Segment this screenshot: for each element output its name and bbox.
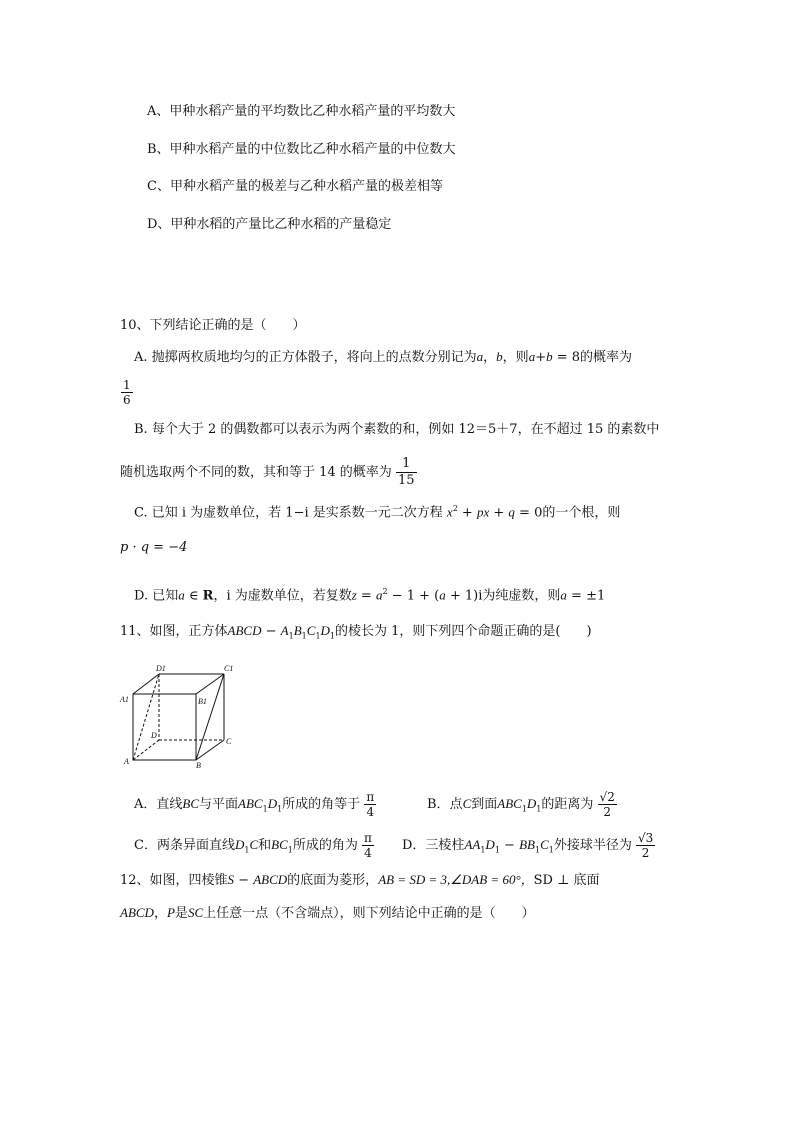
q11-d-1: D．三棱柱 (402, 838, 465, 853)
q12-1c: AB = SD = 3,∠DAB = 60°， (378, 872, 534, 887)
q11-b-frac-den: 2 (603, 805, 611, 819)
q10-d-tail: 为纯虚数，则 (482, 588, 561, 604)
q11-b-frac-num: √2 (599, 790, 615, 804)
q11-c-frac-num: π (364, 831, 372, 845)
q11-a-3: 所成的角等于 (282, 797, 361, 812)
q11-d-2: 外接球半径为 (553, 838, 632, 853)
q11-a-2: 与平面 (199, 797, 239, 812)
q10-a-frac-den: 6 (123, 393, 131, 407)
q10-option-d: D. 已知a ∈ R，i 为虚数单位，若复数$z = a^2 - 1 + (a + 1)i$为纯虚数，则a = ±1 (134, 587, 606, 604)
q11-stem-b: 的棱长为 1，则下列四个命题正确的是( ) (335, 624, 592, 639)
q11-c-1: C．两条异面直线 (134, 838, 235, 853)
q11-c-frac-den: 4 (364, 846, 372, 860)
label-c: C (226, 737, 232, 746)
q10-a-mid: ，则 (502, 350, 529, 365)
q11-a-frac-den: 4 (366, 805, 375, 819)
q10-option-a: A. 抛掷两枚质地均匀的正方体骰子，将向上的点数分别记为a，b，则a+b = 8的概率为 (134, 349, 633, 365)
q10-a-tail: 的概率为 (580, 350, 633, 365)
q10-stem: 10、下列结论正确的是（ ） (120, 318, 306, 333)
q10-a-frac-num: 1 (123, 378, 131, 392)
q12-2e: SC (187, 905, 204, 920)
label-d: D (151, 731, 157, 740)
q10-b-line1: B. 每个大于 2 的偶数都可以表示为两个素数的和，例如 12＝5＋7，在不超过 15 的素数中 (134, 422, 660, 437)
q11-stem-a: 11、如图，正方体 (120, 624, 228, 639)
q10-d-text: D. 已知 (134, 588, 179, 604)
q11-d-frac-den: 2 (641, 846, 650, 860)
q10-c-tail: 的一个根，则 (542, 505, 621, 521)
q11-b-3: 的距离为 (541, 797, 594, 812)
q10-b-frac-num: 1 (396, 456, 417, 473)
q10-b-line2 (120, 456, 417, 489)
q12-2b: ， (153, 906, 167, 921)
label-b1: B1 (198, 697, 207, 706)
q11-c-2: 和 (258, 838, 272, 853)
q12-2d: 是 (174, 906, 188, 921)
q9-option-a: A、甲种水稻产量的平均数比乙种水稻产量的平均数大 (147, 104, 456, 119)
q11-option-b: B．点C到面$ABC_1D_1$的距离为 $\frac{√2}{2}$ (427, 790, 615, 819)
q11-a-1: A．直线 (134, 797, 183, 812)
q12-line2 (120, 904, 535, 923)
q11-a-frac-num: π (366, 790, 375, 804)
q11-option-c: C．两条异面直线$D_1C$和$BC_1$所成的角为 $\frac{\pi}{4}$ (134, 831, 372, 860)
q12-2f: 上任意一点（不含端点），则下列结论中正确的是（ ） (203, 906, 535, 921)
q9-option-b: B、甲种水稻产量的中位数比乙种水稻产量的中位数大 (147, 142, 456, 157)
q11-option-d: D．三棱柱$AA_1D_1 - BB_1C_1$外接球半径为 $\frac{√3}{2}$ (402, 831, 654, 860)
label-c1: C1 (224, 664, 234, 673)
q12-1b: 的底面为菱形， (287, 873, 379, 888)
q9-option-d: D、甲种水稻的产量比乙种水稻的产量稳定 (147, 217, 392, 232)
q11-b-2: 到面 (471, 797, 498, 812)
q12-2a: ABCD (120, 905, 154, 920)
q10-a-fraction (121, 378, 133, 407)
q11-b-1: B．点 (427, 797, 463, 812)
label-a: A (124, 757, 129, 766)
q10-c-line2: p · q = −4 (120, 540, 188, 555)
q10-c-text: C. 已知 i 为虚数单位，若 1−i 是实系数一元二次方程 (134, 505, 443, 521)
q12-1d: SD ⊥ 底面 (533, 873, 600, 888)
q11-stem: 11、如图，正方体ABCD − $A_1B_1C_1D_1$的棱长为 1，则下列四个命题正确的是( ) (120, 623, 592, 641)
label-a1: A1 (120, 695, 129, 704)
q11-option-a: A．直线BC与平面$ABC_1D_1$所成的角等于 $\frac{\pi}{4}$ (134, 790, 375, 819)
q12-line1: 12、如图，四棱锥S − ABCD的底面为菱形，AB = SD = 3,∠DAB = 60°，SD ⊥ 底面 (120, 872, 600, 888)
q10-b-text: 随机选取两个不同的数，其和等于 14 的概率为 (120, 465, 392, 480)
q12-1a: 12、如图，四棱锥 (120, 873, 228, 888)
q10-a-text: A. 抛掷两枚质地均匀的正方体骰子，将向上的点数分别记为 (134, 350, 477, 365)
label-d1: D1 (156, 664, 166, 673)
q12-2c: P (166, 905, 175, 920)
q9-option-c: C、甲种水稻产量的极差与乙种水稻产量的极差相等 (147, 179, 443, 194)
label-b: B (196, 761, 201, 770)
q10-b-frac-den: 15 (397, 473, 415, 488)
q11-d-frac-num: √3 (637, 831, 654, 845)
cube-figure (118, 662, 248, 772)
q11-c-3: 所成的角为 (292, 838, 358, 853)
q10-c-line1: C. 已知 i 为虚数单位，若 1−i 是实系数一元二次方程 $x^2$ + px + q = 0的一个根，则 (134, 504, 621, 521)
q10-d-mid: ，i 为虚数单位，若复数 (213, 588, 352, 604)
